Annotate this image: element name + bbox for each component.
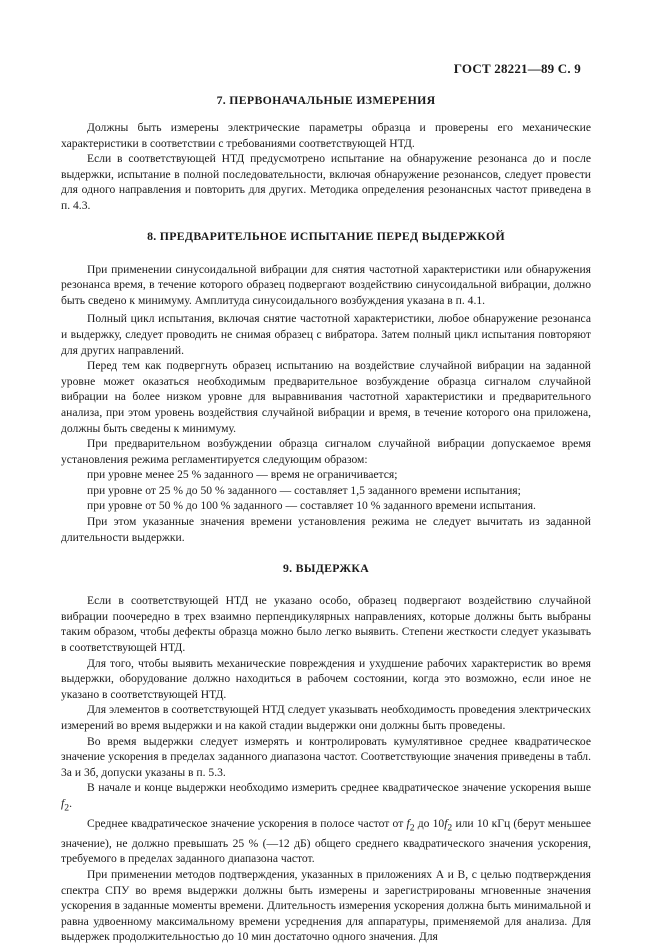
paragraph-text: или 10 кГц (берут меньшее значение), не должно превышать 25 % (—12 дБ) общего среднего квадратического значения ускорения, требуемого в пределах заданного диапазона частот. xyxy=(61,816,591,866)
subscript-2: 2 xyxy=(409,822,415,834)
section-9-paragraph: Для элементов в соответствующей НТД следует указывать необходимость проведения электрических измерений во время выдержки и на какой стадии выдержки они должны быть проведены. xyxy=(61,703,591,732)
document-body xyxy=(61,92,591,945)
paragraph-text: В начале и конце выдержки необходимо измерить среднее квадратическое значение ускорения выше xyxy=(87,781,591,795)
subscript-2: 2 xyxy=(64,802,70,814)
section-8-list-item: при уровне менее 25 % заданного — время не ограничивается; xyxy=(87,468,398,482)
section-7-title: 7. ПЕРВОНАЧАЛЬНЫЕ ИЗМЕРЕНИЯ xyxy=(216,93,436,107)
section-8-paragraph: При этом указанные значения времени установления режима не следует вычитать из заданной длительности выдержки. xyxy=(61,515,591,544)
symbol-f: f xyxy=(61,796,65,810)
period: . xyxy=(69,796,72,810)
section-7-paragraph: Если в соответствующей НТД предусмотрено испытание на обнаружение резонанса до и после выдержки, испытание в полной последовательности, включая обнаружение резонансов, следует провести для одного направления и повторить для других. Методика определения резонансных частот приведена в п. 4.3. xyxy=(61,152,591,212)
section-8-paragraph: Полный цикл испытания, включая снятие частотной характеристики, любое обнаружение резонанса и выдержку, следует проводить не снимая образец с вибратора. Затем полный цикл испытания повторяют для других направлений. xyxy=(61,312,591,357)
document-reference: ГОСТ 28221—89 С. 9 xyxy=(453,61,581,76)
subscript-2: 2 xyxy=(447,822,453,834)
section-9-paragraph: Для того, чтобы выявить механические повреждения и ухудшение рабочих характеристик во время выдержки, оборудование должно находиться в рабочем состоянии, когда это возможно, если иное не указано в соответствующей НТД. xyxy=(61,656,591,701)
section-7-paragraph: Должны быть измерены электрические параметры образца и проверены его механические характеристики в соответствии с требованиями соответствующей НТД. xyxy=(61,121,591,150)
section-8-list-item: при уровне от 25 % до 50 % заданного — составляет 1,5 заданного времени испытания; xyxy=(87,483,521,497)
section-8-paragraph: При предварительном возбуждении образца сигналом случайной вибрации допускаемое время установления режима регламентируется следующим образом: xyxy=(61,437,591,466)
section-8-paragraph: При применении синусоидальной вибрации для снятия частотной характеристики или обнаружения резонанса время, в течение которого образец подвергают воздействию синусоидальной вибрации, должно быть сведено к минимуму. Амплитуда синусоидального возбуждения указана в п. 4.1. xyxy=(61,262,591,307)
paragraph-text: Среднее квадратическое значение ускорения в полосе частот от xyxy=(87,816,407,830)
symbol-f: f xyxy=(406,816,410,830)
section-8-paragraph: Перед тем как подвергнуть образец испытанию на воздействие случайной вибрации на заданной уровне может оказаться необходимым предварительное возбуждение образца сигналом случайной вибрации на более низком уровне для выравнивания частотной характеристики и предварительного анализа, при этом уровень воздействия случайной вибрации и время, в течение которого она приложена, должны быть сведены к минимуму. xyxy=(61,359,591,435)
section-9-title: 9. ВЫДЕРЖКА xyxy=(282,561,370,576)
section-9-paragraph: Во время выдержки следует измерять и контролировать кумулятивное среднее квадратическое значение ускорения в пределах заданного диапазона частот. Соответствующие значения приведены в табл. 3а и 3б, допуски указаны в п. 5.3. xyxy=(61,734,591,779)
section-9-paragraph: Если в соответствующей НТД не указано особо, образец подвергают воздействию случайной вибрации поочередно в трех взаимно перпендикулярных направлениях, которые должны быть выбраны таким образом, чтобы дефекты образца можно было легко выявить. Степени жесткости следует указывать в соответствующей НТД. xyxy=(61,594,591,655)
section-8-title: 8. ПРЕДВАРИТЕЛЬНОЕ ИСПЫТАНИЕ ПЕРЕД ВЫДЕРЖКОЙ xyxy=(147,228,505,243)
symbol-f: f xyxy=(444,816,448,830)
section-9-paragraph xyxy=(61,780,591,816)
paragraph-text: до 10 xyxy=(414,816,445,830)
section-9-paragraph: При применении методов подтверждения, указанных в приложениях А и В, с целью подтверждения спектра СПУ во время выдержки должны быть измерены и зарегистрированы мгновенные значения ускорения в заданные моменты времени. Длительность измерения ускорения должна быть минимальной и равна удвоенному максимальному времени усреднения для аппаратуры, применяемой для анализа. Для выдержек продолжительностью до 10 мин достаточно одного значения. Для xyxy=(61,867,591,944)
section-9-paragraph xyxy=(61,816,591,867)
section-8-list-item: при уровне от 50 % до 100 % заданного — составляет 10 % заданного времени испытания. xyxy=(87,499,536,513)
